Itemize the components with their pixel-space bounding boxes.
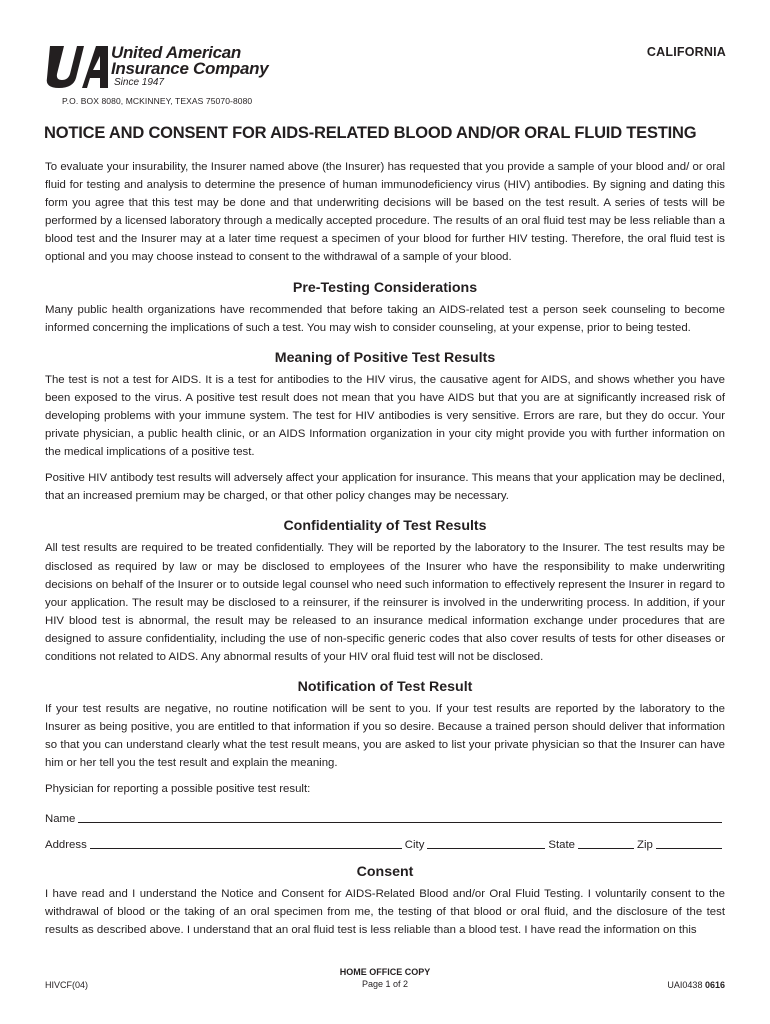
since-year: Since 1947 [114, 77, 165, 88]
document-body [45, 158, 725, 939]
state-field-label: State [548, 838, 576, 851]
doc-revision: 0616 [704, 980, 725, 990]
page-number: Page 1 of 2 [361, 979, 409, 989]
ua-logo-icon [44, 44, 110, 90]
heading-pretesting: Pre-Testing Considerations [292, 279, 478, 296]
notification-paragraph: If your test results are negative, no routine notification will be sent to you. If your test results are reported by the laboratory to the Insurer as being positive, you are entitled to that information if you so desire. Because a trained person should deliver that information so that you can understand clearly what the test result means, you are asked to list your private physician so that the Insurer can have him or her tell you the test result and explain the meaning. [45, 703, 725, 770]
city-label: City [404, 838, 425, 851]
document-title: NOTICE AND CONSENT FOR AIDS-RELATED BLOOD AND/OR ORAL FLUID TESTING [44, 124, 697, 142]
form-code: HIVCF(04) [45, 980, 89, 990]
heading-notification: Notification of Test Result [297, 679, 473, 696]
name-row [45, 807, 725, 825]
address-row [45, 833, 725, 851]
positive-paragraph-1: The test is not a test for AIDS. It is a test for antibodies to the HIV virus, the causative agent for AIDS, and shows whether you have been exposed to the virus. A positive test result does not mean that you have AIDS but that you are at significantly increased risk of developing problems with your immune system. The test for HIV antibodies is very sensitive. Errors are rare, but they do occur. Your private physician, a public health clinic, or an AIDS Information organization in your city might provide you with further information on the medical implications of a positive test. [45, 373, 725, 459]
confidentiality-paragraph: All test results are required to be treated confidentially. They will be reported by the laboratory to the Insurer. The test results may be disclosed as required by law or may be disclosed to employees of the Insurer who have the responsibility to make underwriting decisions on behalf of the Insurer or to outside legal counsel who need such information to effectively represent the Insurer in regard to your application. The result may be disclosed to a reinsurer, if the reinsurer is involved in the underwriting process. In addition, if your HIV blood test is abnormal, the result may be released to an insurance medical information exchange under procedures that are designed to assure confidentiality, including the use of non-specific generic codes that also cover results of tests for other diseases or conditions not related to AIDS. Any abnormal results of your HIV oral fluid test will not be disclosed. [45, 542, 725, 663]
doc-code-number: UAI0438 [667, 980, 703, 990]
consent-paragraph: I have read and I understand the Notice and Consent for AIDS-Related Blood and/or Oral Fluid Testing. I voluntarily consent to the withdrawal of blood or the taking of an oral specimen from me, the testing of that blood or oral fluid, and the disclosure of the test results as described above. I understand that an oral fluid test is less reliable than a blood test. I have read the information on this [45, 887, 725, 936]
intro-paragraph: To evaluate your insurability, the Insurer named above (the Insurer) has requested that you provide a sample of your blood and/ or oral fluid for testing and analysis to determine the presence of human immunodeficiency virus (HIV) antibodies. By signing and dating this form you agree that this test may be done and that underwriting decisions will be based on the test result. A series of tests will be performed by a licensed laboratory through a medically accepted procedure. The results of an oral fluid test may be less reliable than a blood test and the Insurer may at a later time request a specimen of your blood for further HIV testing. Therefore, the oral fluid test is optional and you may choose instead to consent to the withdrawal of a sample of your blood. [45, 161, 725, 264]
footer-center [45, 966, 725, 990]
city-field[interactable] [427, 836, 545, 849]
state-label: CALIFORNIA [646, 45, 726, 59]
company-logo [44, 44, 284, 92]
state-field[interactable] [578, 836, 634, 849]
doc-code [667, 980, 725, 990]
heading-positive-results: Meaning of Positive Test Results [274, 349, 496, 366]
zip-label: Zip [637, 838, 653, 851]
address-label: Address [45, 838, 87, 851]
company-name [111, 45, 268, 77]
name-field[interactable] [78, 810, 722, 823]
pretesting-paragraph: Many public health organizations have recommended that before taking an AIDS-related test a person seek counseling to become informed concerning the implications of such a test. You may wish to consider counseling, at your expense, prior to being tested. [45, 303, 725, 334]
zip-field[interactable] [656, 836, 722, 849]
company-name-line2: Insurance Company [111, 59, 269, 78]
physician-label: Physician for reporting a possible positive test result: [45, 783, 311, 796]
page-footer [45, 966, 725, 996]
company-name-line1: United American [111, 43, 241, 62]
address-field[interactable] [90, 836, 402, 849]
mailing-address: P.O. BOX 8080, MCKINNEY, TEXAS 75070-8080 [62, 96, 253, 106]
name-label: Name [45, 812, 76, 825]
heading-consent: Consent [356, 863, 414, 880]
copy-label: HOME OFFICE COPY [339, 967, 431, 977]
heading-confidentiality: Confidentiality of Test Results [283, 518, 487, 535]
positive-paragraph-2: Positive HIV antibody test results will adversely affect your application for insurance. This means that your application may be declined, that an increased premium may be charged, or that other policy changes may be necessary. [45, 472, 725, 503]
